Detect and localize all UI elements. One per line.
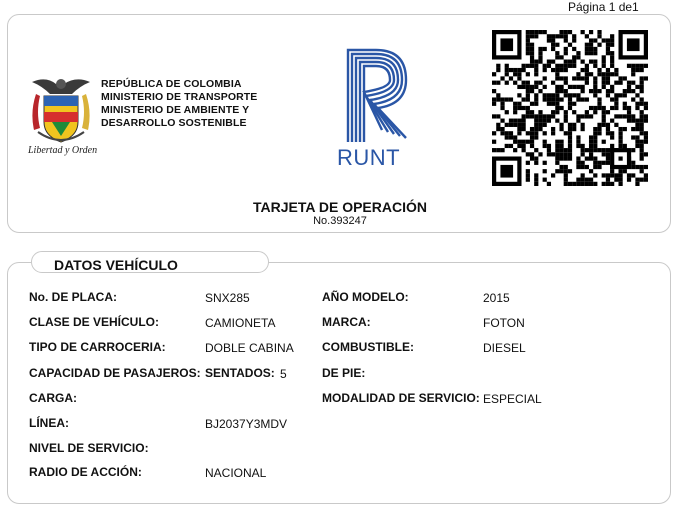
- modelo-label: AÑO MODELO:: [322, 290, 409, 304]
- combustible-label: COMBUSTIBLE:: [322, 340, 414, 354]
- sentados-label: SENTADOS:: [205, 366, 275, 380]
- linea-label: LÍNEA:: [29, 416, 69, 430]
- document-number: No.393247: [313, 215, 367, 227]
- section-title: DATOS VEHÍCULO: [54, 257, 178, 273]
- clase-value: CAMIONETA: [205, 316, 276, 330]
- nivel-label: NIVEL DE SERVICIO:: [29, 441, 149, 455]
- radio-value: NACIONAL: [205, 466, 267, 480]
- placa-label: No. DE PLACA:: [29, 290, 117, 304]
- seal-caption: Libertad y Orden: [28, 145, 98, 156]
- modelo-value: 2015: [483, 291, 510, 305]
- modalidad-value: ESPECIAL: [483, 392, 542, 406]
- carroceria-label: TIPO DE CARROCERIA:: [29, 340, 166, 354]
- page-number: Página 1 de1: [568, 0, 639, 14]
- radio-label: RADIO DE ACCIÓN:: [29, 465, 142, 479]
- document-title: TARJETA DE OPERACIÓN: [253, 199, 427, 215]
- carroceria-value: DOBLE CABINA: [205, 341, 294, 355]
- marca-value: FOTON: [483, 316, 525, 330]
- marca-label: MARCA:: [322, 315, 371, 329]
- modalidad-label: MODALIDAD DE SERVICIO:: [322, 391, 480, 405]
- sentados-value: 5: [280, 367, 287, 381]
- qr-code-icon: [492, 30, 648, 186]
- capacidad-label: CAPACIDAD DE PASAJEROS:: [29, 366, 201, 380]
- runt-logo-text: RUNT: [337, 145, 401, 170]
- placa-value: SNX285: [205, 291, 250, 305]
- linea-value: BJ2037Y3MDV: [205, 417, 288, 431]
- clase-label: CLASE DE VEHÍCULO:: [29, 315, 160, 329]
- ministry-line: DESARROLLO SOSTENIBLE: [101, 117, 247, 129]
- combustible-value: DIESEL: [483, 341, 526, 355]
- ministry-line: REPÚBLICA DE COLOMBIA: [101, 78, 242, 90]
- ministry-block: [101, 78, 257, 130]
- ministry-line: MINISTERIO DE TRANSPORTE: [101, 91, 258, 103]
- pie-label: DE PIE:: [322, 366, 366, 380]
- carga-label: CARGA:: [29, 391, 77, 405]
- ministry-line: MINISTERIO DE AMBIENTE Y: [101, 104, 250, 116]
